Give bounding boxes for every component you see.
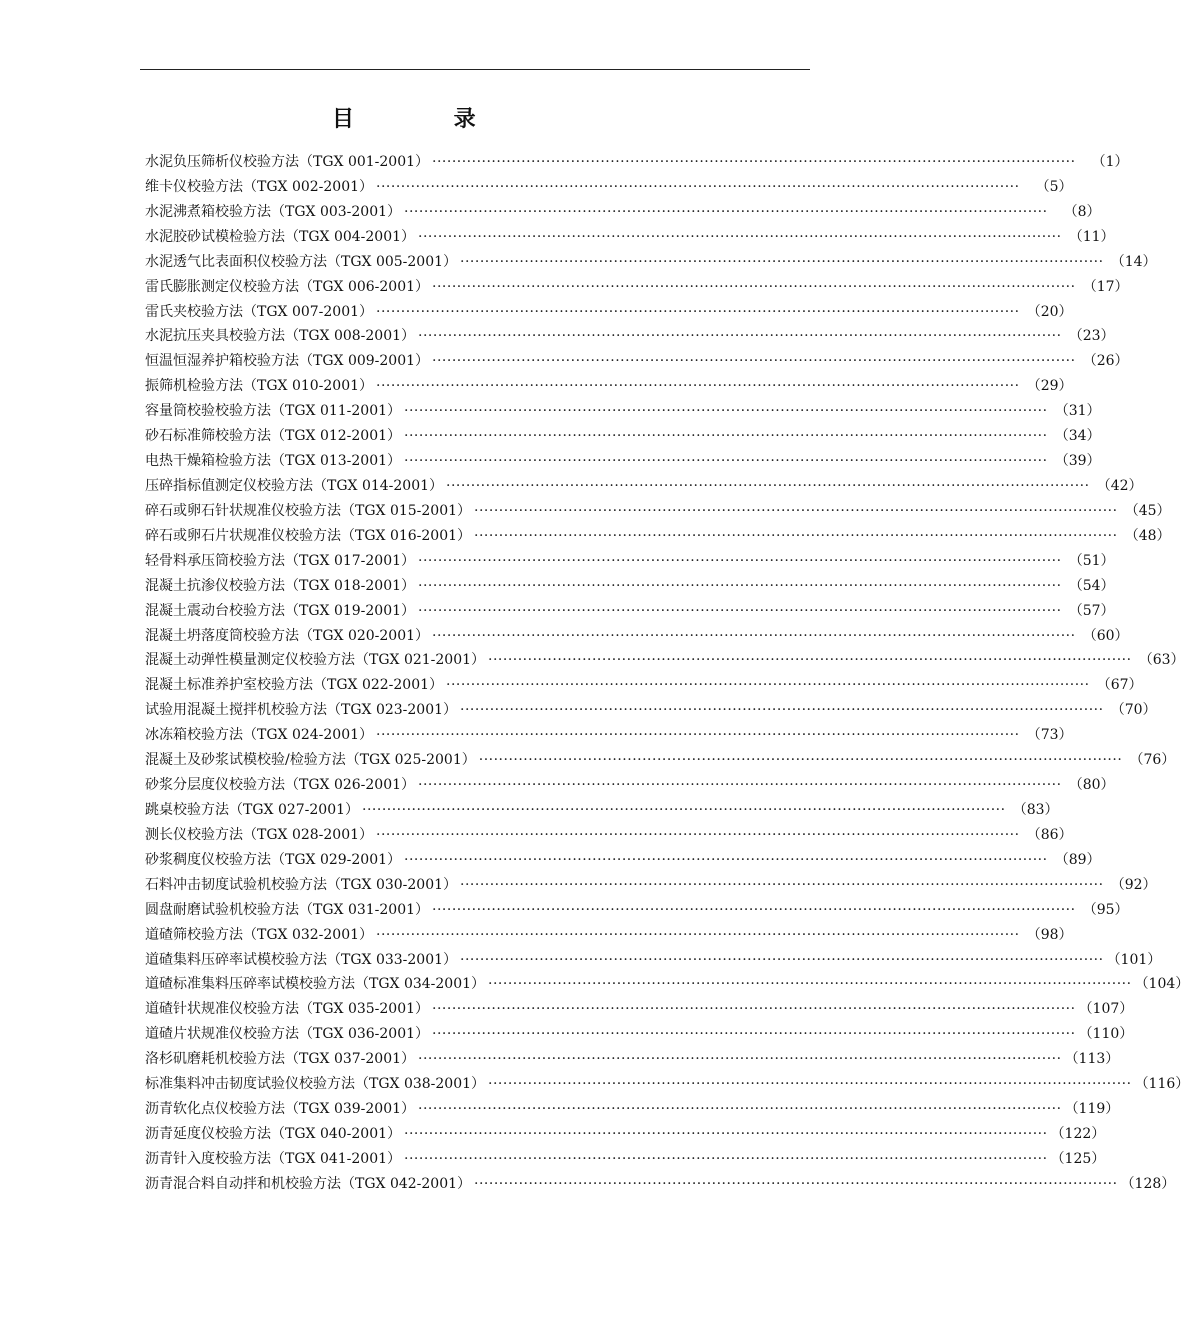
- toc-dot-leader: ··································································································································: [404, 428, 1048, 445]
- toc-entry-title: 维卡仪校验方法（TGX 002-2001）: [145, 178, 374, 195]
- toc-entry-title: 恒温恒湿养护箱校验方法（TGX 009-2001）: [145, 353, 430, 370]
- toc-entry-page: （45）: [1124, 502, 1171, 519]
- toc-dot-leader: ··································································································································: [376, 926, 1020, 943]
- toc-entry-title: 跳桌校验方法（TGX 027-2001）: [145, 801, 360, 818]
- toc-entry-title: 标准集料冲击韧度试验仪校验方法（TGX 038-2001）: [145, 1076, 486, 1093]
- toc-dot-leader: ··································································································································: [418, 1051, 1062, 1068]
- toc-entry[interactable]: [145, 898, 1129, 923]
- toc-entry[interactable]: [145, 549, 1115, 574]
- toc-entry[interactable]: [145, 698, 1157, 723]
- toc-entry-page: （98）: [1026, 926, 1073, 943]
- toc-entry[interactable]: [145, 349, 1129, 374]
- toc-dot-leader: ··································································································································: [432, 278, 1076, 295]
- toc-entry-title: 水泥抗压夹具校验方法（TGX 008-2001）: [145, 328, 416, 345]
- toc-entry-title: 道碴片状规准仪校验方法（TGX 036-2001）: [145, 1026, 430, 1043]
- header-rule: [140, 69, 810, 70]
- toc-entry-title: 振筛机检验方法（TGX 010-2001）: [145, 378, 374, 395]
- toc-dot-leader: ··································································································································: [376, 303, 1020, 320]
- toc-dot-leader: ··································································································································: [418, 577, 1062, 594]
- toc-entry[interactable]: [145, 574, 1115, 599]
- toc-dot-leader: ··································································································································: [404, 1150, 1048, 1167]
- toc-entry-title: 道碴针状规准仪校验方法（TGX 035-2001）: [145, 1001, 430, 1018]
- toc-entry[interactable]: [145, 524, 1171, 549]
- toc-entry-page: （34）: [1054, 428, 1101, 445]
- toc-entry-page: （70）: [1110, 702, 1157, 719]
- toc-entry-title: 试验用混凝土搅拌机校验方法（TGX 023-2001）: [145, 702, 458, 719]
- toc-entry-page: （48）: [1124, 527, 1171, 544]
- toc-dot-leader: ··································································································································: [460, 702, 1104, 719]
- toc-entry-page: （119）: [1064, 1101, 1120, 1118]
- toc-entry-page: （31）: [1054, 403, 1101, 420]
- toc-entry-title: 沥青混合料自动拌和机校验方法（TGX 042-2001）: [145, 1175, 472, 1192]
- toc-entry-page: （26）: [1082, 353, 1129, 370]
- toc-entry[interactable]: [145, 449, 1101, 474]
- toc-entry-page: （73）: [1026, 727, 1073, 744]
- toc-entry-title: 水泥透气比表面积仪校验方法（TGX 005-2001）: [145, 253, 458, 270]
- toc-entry-page: （104）: [1134, 976, 1189, 993]
- toc-entry-title: 混凝土坍落度筒校验方法（TGX 020-2001）: [145, 627, 430, 644]
- toc-dot-leader: ··································································································································: [488, 976, 1132, 993]
- toc-dot-leader: ··································································································································: [418, 328, 1062, 345]
- toc-dot-leader: ··································································································································: [460, 876, 1104, 893]
- toc-dot-leader: ··································································································································: [446, 677, 1090, 694]
- toc-entry[interactable]: [145, 300, 1073, 325]
- toc-entry-page: （113）: [1064, 1051, 1120, 1068]
- toc-entry[interactable]: [145, 873, 1157, 898]
- toc-dot-leader: ··································································································································: [404, 203, 1048, 220]
- toc-entry[interactable]: [145, 1047, 1120, 1072]
- toc-entry[interactable]: [145, 673, 1143, 698]
- toc-entry-page: （1）: [1091, 154, 1129, 170]
- toc-entry[interactable]: [145, 200, 1101, 225]
- toc-entry-title: 道碴筛校验方法（TGX 032-2001）: [145, 926, 374, 943]
- toc-entry-page: （11）: [1068, 228, 1115, 245]
- toc-entry-title: 水泥负压筛析仪校验方法（TGX 001-2001）: [145, 154, 430, 170]
- toc-entry-page: （14）: [1110, 253, 1157, 270]
- toc-dot-leader: ··································································································································: [376, 378, 1020, 395]
- toc-entry[interactable]: [145, 175, 1073, 200]
- toc-entry-page: （80）: [1068, 777, 1115, 794]
- toc-entry-title: 雷氏膨胀测定仪校验方法（TGX 006-2001）: [145, 278, 430, 295]
- toc-entry-title: 混凝土及砂浆试模校验/检验方法（TGX 025-2001）: [145, 752, 476, 769]
- toc-dot-leader: ··································································································································: [460, 253, 1104, 270]
- toc-entry-page: （76）: [1129, 752, 1176, 769]
- toc-dot-leader: ··································································································································: [474, 1175, 1118, 1192]
- toc-dot-leader: ··································································································································: [488, 1076, 1132, 1093]
- toc-entry[interactable]: [145, 150, 1129, 175]
- toc-dot-leader: ··································································································································: [474, 527, 1118, 544]
- toc-dot-leader: ··································································································································: [418, 552, 1062, 569]
- toc-entry-title: 圆盘耐磨试验机校验方法（TGX 031-2001）: [145, 901, 430, 918]
- toc-entry-page: （107）: [1078, 1001, 1134, 1018]
- toc-entry-title: 混凝土震动台校验方法（TGX 019-2001）: [145, 602, 416, 619]
- toc-entry-title: 混凝土动弹性模量测定仪校验方法（TGX 021-2001）: [145, 652, 486, 669]
- toc-entry[interactable]: [145, 823, 1073, 848]
- toc-entry-title: 电热干燥箱检验方法（TGX 013-2001）: [145, 453, 402, 470]
- toc-entry[interactable]: [145, 1097, 1120, 1122]
- toc-entry[interactable]: [145, 773, 1115, 798]
- toc-list: [145, 150, 1189, 1197]
- toc-entry[interactable]: [145, 848, 1101, 873]
- toc-dot-leader: ··································································································································: [432, 1001, 1076, 1018]
- toc-entry-page: （128）: [1120, 1175, 1176, 1192]
- toc-dot-leader: ··································································································································: [404, 403, 1048, 420]
- toc-entry-title: 压碎指标值测定仪校验方法（TGX 014-2001）: [145, 477, 444, 494]
- toc-entry-title: 容量筒校验校验方法（TGX 011-2001）: [145, 403, 402, 420]
- toc-entry-title: 砂石标准筛校验方法（TGX 012-2001）: [145, 428, 402, 445]
- toc-entry[interactable]: [145, 250, 1157, 275]
- toc-entry-title: 雷氏夹校验方法（TGX 007-2001）: [145, 303, 374, 320]
- toc-dot-leader: ··································································································································: [362, 801, 1006, 818]
- toc-entry[interactable]: [145, 1122, 1106, 1147]
- toc-entry[interactable]: [145, 1072, 1189, 1097]
- toc-entry-title: 混凝土抗渗仪校验方法（TGX 018-2001）: [145, 577, 416, 594]
- toc-entry-title: 石料冲击韧度试验机校验方法（TGX 030-2001）: [145, 876, 458, 893]
- toc-entry-title: 水泥沸煮箱校验方法（TGX 003-2001）: [145, 203, 402, 220]
- toc-dot-leader: ··································································································································: [376, 178, 1020, 195]
- toc-entry-title: 碎石或卵石片状规准仪校验方法（TGX 016-2001）: [145, 527, 472, 544]
- toc-dot-leader: ··································································································································: [432, 627, 1076, 644]
- toc-entry[interactable]: [145, 997, 1134, 1022]
- toc-entry[interactable]: [145, 374, 1073, 399]
- toc-dot-leader: ··································································································································: [376, 727, 1020, 744]
- toc-dot-leader: ··································································································································: [404, 851, 1048, 868]
- toc-entry[interactable]: [145, 599, 1115, 624]
- toc-entry-page: （125）: [1050, 1150, 1106, 1167]
- toc-dot-leader: ··································································································································: [418, 228, 1062, 245]
- toc-entry[interactable]: [145, 798, 1059, 823]
- toc-entry-page: （63）: [1138, 652, 1185, 669]
- toc-entry-page: （92）: [1110, 876, 1157, 893]
- toc-entry-title: 道碴集料压碎率试模校验方法（TGX 033-2001）: [145, 951, 458, 968]
- toc-dot-leader: ··································································································································: [404, 453, 1048, 470]
- toc-entry-page: （29）: [1026, 378, 1073, 395]
- toc-entry-title: 碎石或卵石针状规准仪校验方法（TGX 015-2001）: [145, 502, 472, 519]
- toc-dot-leader: ··································································································································: [488, 652, 1132, 669]
- toc-entry[interactable]: [145, 923, 1073, 948]
- toc-dot-leader: ··································································································································: [432, 353, 1076, 370]
- toc-entry-title: 沥青针入度校验方法（TGX 041-2001）: [145, 1150, 402, 1167]
- toc-entry-page: （89）: [1054, 851, 1101, 868]
- toc-entry[interactable]: [145, 1172, 1176, 1197]
- toc-dot-leader: ··································································································································: [432, 901, 1076, 918]
- toc-entry-page: （116）: [1134, 1076, 1189, 1093]
- toc-entry[interactable]: [145, 399, 1101, 424]
- toc-entry-page: （5）: [1035, 178, 1073, 195]
- toc-entry[interactable]: [145, 723, 1073, 748]
- toc-entry-page: （67）: [1096, 677, 1143, 694]
- toc-entry[interactable]: [145, 474, 1143, 499]
- toc-entry-title: 砂浆分层度仪校验方法（TGX 026-2001）: [145, 777, 416, 794]
- toc-entry-title: 沥青软化点仪校验方法（TGX 039-2001）: [145, 1101, 416, 1118]
- toc-entry-page: （122）: [1050, 1125, 1106, 1142]
- toc-entry[interactable]: [145, 972, 1189, 997]
- toc-entry[interactable]: [145, 225, 1115, 250]
- toc-entry-page: （39）: [1054, 453, 1101, 470]
- toc-entry-page: （57）: [1068, 602, 1115, 619]
- toc-title: 目 录: [332, 107, 522, 132]
- toc-entry-page: （60）: [1082, 627, 1129, 644]
- toc-entry[interactable]: [145, 1022, 1134, 1047]
- toc-entry-title: 沥青延度仪校验方法（TGX 040-2001）: [145, 1125, 402, 1142]
- toc-dot-leader: ··································································································································: [474, 502, 1118, 519]
- toc-entry-title: 道碴标准集料压碎率试模校验方法（TGX 034-2001）: [145, 976, 486, 993]
- toc-entry-page: （86）: [1026, 826, 1073, 843]
- toc-dot-leader: ··································································································································: [418, 602, 1062, 619]
- toc-entry-title: 水泥胶砂试模检验方法（TGX 004-2001）: [145, 228, 416, 245]
- toc-dot-leader: ··································································································································: [446, 477, 1090, 494]
- toc-entry[interactable]: [145, 648, 1185, 673]
- toc-entry-page: （54）: [1068, 577, 1115, 594]
- toc-dot-leader: ··································································································································: [478, 752, 1123, 769]
- toc-entry-page: （83）: [1012, 801, 1059, 818]
- toc-entry-page: （95）: [1082, 901, 1129, 918]
- toc-dot-leader: ··································································································································: [418, 777, 1062, 794]
- toc-entry[interactable]: [145, 948, 1162, 973]
- toc-entry[interactable]: [145, 275, 1129, 300]
- toc-entry[interactable]: [145, 1147, 1106, 1172]
- toc-entry-page: （51）: [1068, 552, 1115, 569]
- toc-entry-page: （23）: [1068, 328, 1115, 345]
- toc-entry-page: （17）: [1082, 278, 1129, 295]
- toc-entry[interactable]: [145, 424, 1101, 449]
- toc-entry-title: 混凝土标准养护室校验方法（TGX 022-2001）: [145, 677, 444, 694]
- toc-entry[interactable]: [145, 324, 1115, 349]
- toc-entry-title: 洛杉矶磨耗机校验方法（TGX 037-2001）: [145, 1051, 416, 1068]
- toc-entry-page: （8）: [1063, 203, 1101, 220]
- toc-entry-title: 测长仪校验方法（TGX 028-2001）: [145, 826, 374, 843]
- toc-entry-title: 轻骨料承压筒校验方法（TGX 017-2001）: [145, 552, 416, 569]
- toc-entry[interactable]: [145, 748, 1176, 773]
- toc-dot-leader: ··································································································································: [418, 1101, 1062, 1118]
- toc-entry-page: （42）: [1096, 477, 1143, 494]
- toc-entry-page: （101）: [1106, 951, 1162, 968]
- toc-entry-page: （110）: [1078, 1026, 1134, 1043]
- toc-entry-title: 冰冻箱校验方法（TGX 024-2001）: [145, 727, 374, 744]
- toc-entry[interactable]: [145, 499, 1171, 524]
- toc-dot-leader: ··································································································································: [376, 826, 1020, 843]
- toc-dot-leader: ··································································································································: [432, 154, 1076, 170]
- toc-entry-title: 砂浆稠度仪校验方法（TGX 029-2001）: [145, 851, 402, 868]
- toc-dot-leader: ··································································································································: [460, 951, 1104, 968]
- toc-entry-page: （20）: [1026, 303, 1073, 320]
- toc-dot-leader: ··································································································································: [404, 1125, 1048, 1142]
- toc-entry[interactable]: [145, 624, 1129, 649]
- toc-dot-leader: ··································································································································: [432, 1026, 1076, 1043]
